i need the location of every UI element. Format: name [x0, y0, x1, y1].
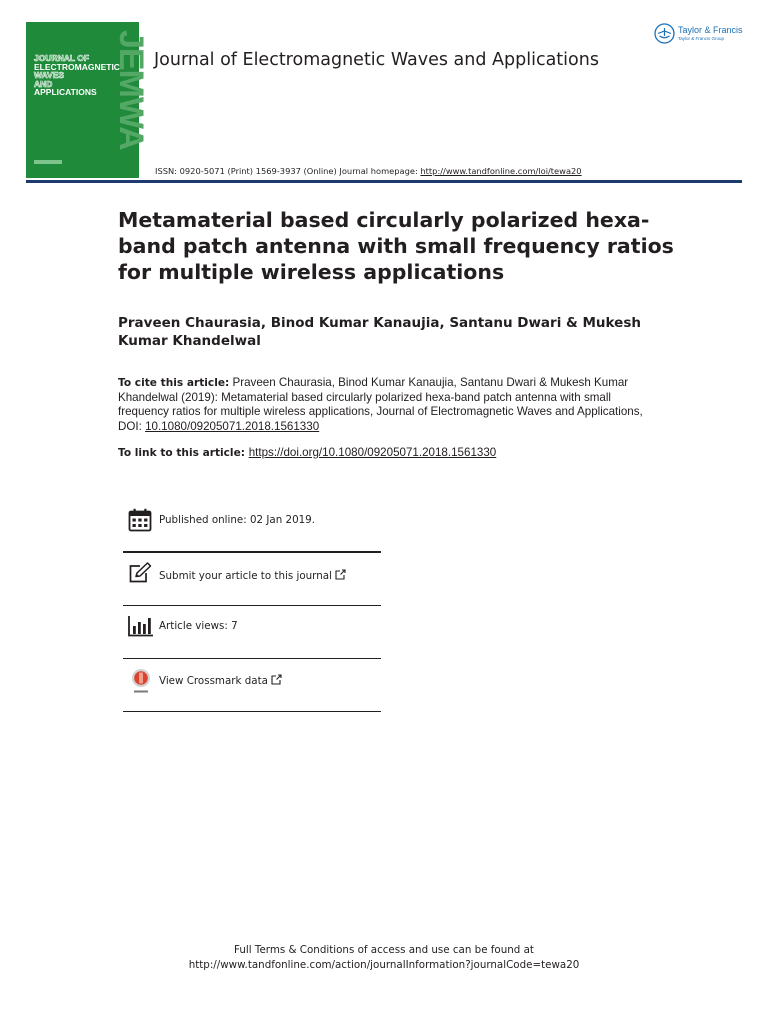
- publisher-logo-icon: [654, 23, 675, 44]
- calendar-icon: [128, 508, 152, 532]
- cover-title-line: JOURNAL OF: [34, 53, 90, 63]
- crossmark-row[interactable]: [123, 659, 381, 712]
- journal-cover-image: [26, 22, 150, 178]
- terms-footer: [0, 943, 768, 972]
- issn-line: [155, 166, 582, 176]
- article-link-line: [118, 446, 678, 461]
- submit-article-label: Submit your article to this journal: [159, 570, 332, 582]
- external-link-icon: [335, 569, 346, 580]
- publisher-logo: [654, 22, 750, 46]
- edit-icon: [128, 562, 152, 584]
- article-doi-url-link[interactable]: https://doi.org/10.1080/09205071.2018.1561330: [248, 446, 497, 459]
- citation-doi-link[interactable]: 10.1080/09205071.2018.1561330: [145, 419, 320, 433]
- terms-line: Full Terms & Conditions of access and use can be found at: [234, 944, 534, 956]
- publisher-group: Taylor & Francis Group: [678, 36, 725, 41]
- terms-url-link[interactable]: http://www.tandfonline.com/action/journalInformation?journalCode=tewa20: [188, 958, 580, 971]
- cover-title-line: APPLICATIONS: [34, 87, 97, 97]
- submit-article-link[interactable]: [159, 569, 346, 582]
- citation-text: Praveen Chaurasia, Binod Kumar Kanaujia, Santanu Dwari & Mukesh Kumar Khandelwal (2019): Metamaterial based circularly polarized hexa-band patch antenna with small frequency ratios for multiple wireless applications, Journal of Electromagnetic Waves and Applications, DOI:: [118, 376, 643, 433]
- article-authors: Praveen Chaurasia, Binod Kumar Kanaujia, Santanu Dwari & Mukesh Kumar Khandelwal: [118, 315, 641, 349]
- crossmark-label: View Crossmark data: [159, 675, 268, 687]
- cover-title-line: AND: [34, 78, 53, 89]
- cover-title-line: WAVES: [34, 70, 65, 80]
- article-link-label: To link to this article:: [118, 447, 249, 459]
- cover-abbreviation: JEMWA: [112, 30, 150, 150]
- submit-article-row[interactable]: [123, 553, 381, 606]
- article-views-text: Article views: 7: [159, 620, 238, 632]
- cover-publisher-mark: [34, 160, 62, 164]
- journal-title: Journal of Electromagnetic Waves and Applications: [154, 50, 599, 70]
- article-info-list: [123, 496, 381, 712]
- issn-text: ISSN: 0920-5071 (Print) 1569-3937 (Online) Journal homepage:: [155, 166, 421, 176]
- cover-title-line: ELECTROMAGNETIC: [34, 61, 120, 72]
- publisher-name: Taylor & Francis: [678, 25, 743, 35]
- citation-block: [118, 376, 658, 434]
- bar-chart-icon: [128, 615, 154, 637]
- article-title: Metamaterial based circularly polarized hexa-band patch antenna with small frequency ratios for multiple wireless applications: [118, 208, 674, 284]
- journal-homepage-link[interactable]: http://www.tandfonline.com/loi/tewa20: [420, 166, 582, 176]
- crossmark-link[interactable]: [159, 674, 282, 687]
- published-date-text: Published online: 02 Jan 2019.: [159, 514, 315, 526]
- external-link-icon: [271, 674, 282, 685]
- article-views-row: [123, 606, 381, 659]
- crossmark-icon: [128, 668, 154, 696]
- published-online-row: [123, 496, 381, 553]
- header-divider: [26, 180, 742, 183]
- citation-label: To cite this article:: [118, 377, 230, 389]
